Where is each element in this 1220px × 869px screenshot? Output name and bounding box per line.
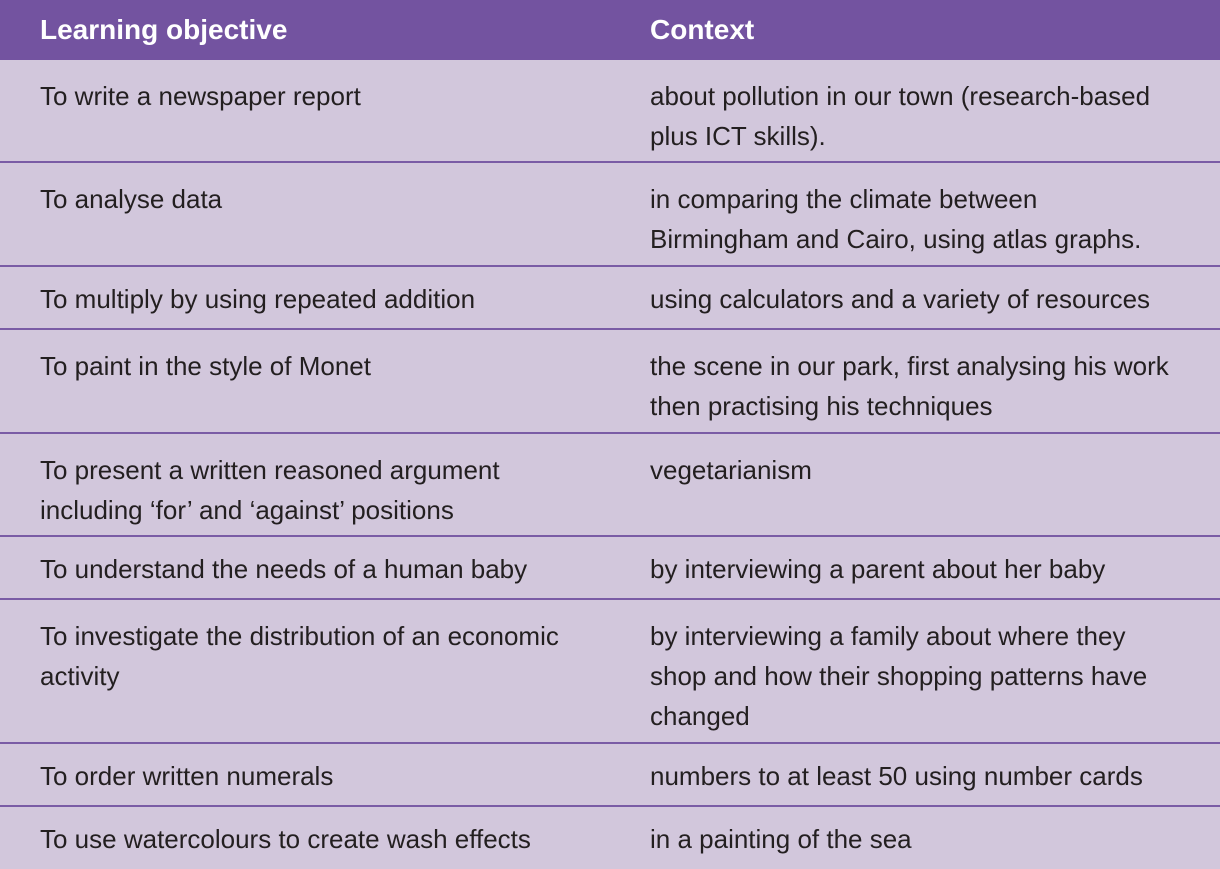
table-row — [0, 434, 1220, 537]
objective-cell: To present a written reasoned argument including ‘for’ and ‘against’ positions — [40, 455, 500, 525]
objective-cell: To analyse data — [40, 184, 223, 214]
context-cell: by interviewing a parent about her baby — [650, 554, 1106, 584]
table-row — [0, 163, 1220, 267]
table-row — [0, 807, 1220, 869]
context-cell: about pollution in our town (research-based plus ICT skills). — [650, 81, 1151, 151]
objective-cell: To understand the needs of a human baby — [40, 554, 528, 584]
table-row — [0, 267, 1220, 330]
objective-cell: To write a newspaper report — [40, 81, 361, 111]
context-cell: in comparing the climate between Birmingham and Cairo, using atlas graphs. — [650, 184, 1142, 254]
table-header — [0, 0, 1220, 60]
header-context: Context — [650, 14, 755, 45]
context-cell: using calculators and a variety of resources — [650, 284, 1151, 314]
context-cell: the scene in our park, first analysing his work then practising his techniques — [650, 351, 1169, 421]
table-row — [0, 537, 1220, 600]
objective-cell: To order written numerals — [40, 761, 334, 791]
objective-cell: To investigate the distribution of an economic activity — [40, 621, 559, 691]
objective-cell: To multiply by using repeated addition — [40, 284, 476, 314]
context-cell: in a painting of the sea — [650, 824, 912, 854]
objective-cell: To paint in the style of Monet — [40, 351, 371, 381]
table-row — [0, 60, 1220, 163]
context-cell: numbers to at least 50 using number cards — [650, 761, 1143, 791]
header-learning-objective: Learning objective — [40, 14, 288, 45]
objective-cell: To use watercolours to create wash effects — [40, 824, 531, 854]
table-row — [0, 744, 1220, 807]
table-row — [0, 330, 1220, 434]
context-cell: vegetarianism — [650, 455, 812, 485]
context-cell: by interviewing a family about where they shop and how their shopping patterns have changed — [650, 621, 1148, 731]
table-row — [0, 600, 1220, 744]
